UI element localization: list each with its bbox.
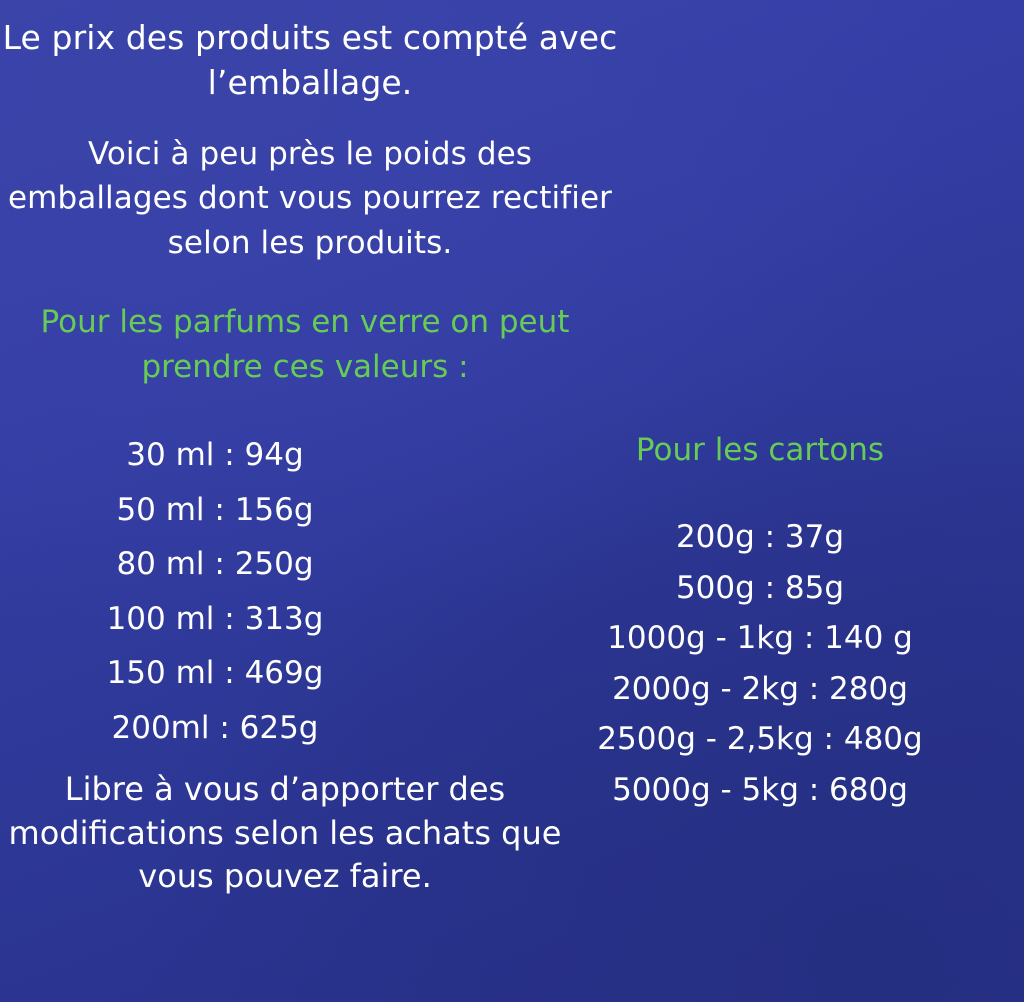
- list-item: 100 ml : 313g: [106, 600, 324, 637]
- intro-paragraph-2: Voici à peu près le poids des emballages dont vous pourrez rectifier selon les produits.: [7, 135, 613, 261]
- glass-weight-list: [0, 428, 430, 755]
- list-item: 150 ml : 469g: [106, 655, 324, 692]
- list-item: 2000g - 2kg : 280g: [612, 670, 908, 707]
- list-item: 200g : 37g: [675, 519, 845, 555]
- carton-section-heading: Pour les cartons: [635, 432, 885, 468]
- list-item: 2500g - 2,5kg : 480g: [597, 721, 923, 758]
- list-item: 30 ml : 94g: [126, 437, 304, 473]
- closing-paragraph: Libre à vous d’apporter des modifications selon les achats que vous pouvez faire.: [8, 770, 562, 896]
- list-item: 50 ml : 156g: [116, 491, 314, 528]
- list-item: 80 ml : 250g: [116, 546, 314, 583]
- list-item: 200ml : 625g: [111, 709, 319, 746]
- list-item: 5000g - 5kg : 680g: [612, 771, 908, 808]
- intro-block: [0, 16, 620, 266]
- carton-weight-list: [520, 512, 1000, 815]
- list-item: 1000g - 1kg : 140 g: [607, 620, 913, 657]
- intro-paragraph-1: Le prix des produits est compté avec l’emballage.: [2, 18, 618, 102]
- glass-section-heading: Pour les parfums en verre on peut prendre ces valeurs :: [40, 304, 570, 386]
- list-item: 500g : 85g: [675, 569, 845, 606]
